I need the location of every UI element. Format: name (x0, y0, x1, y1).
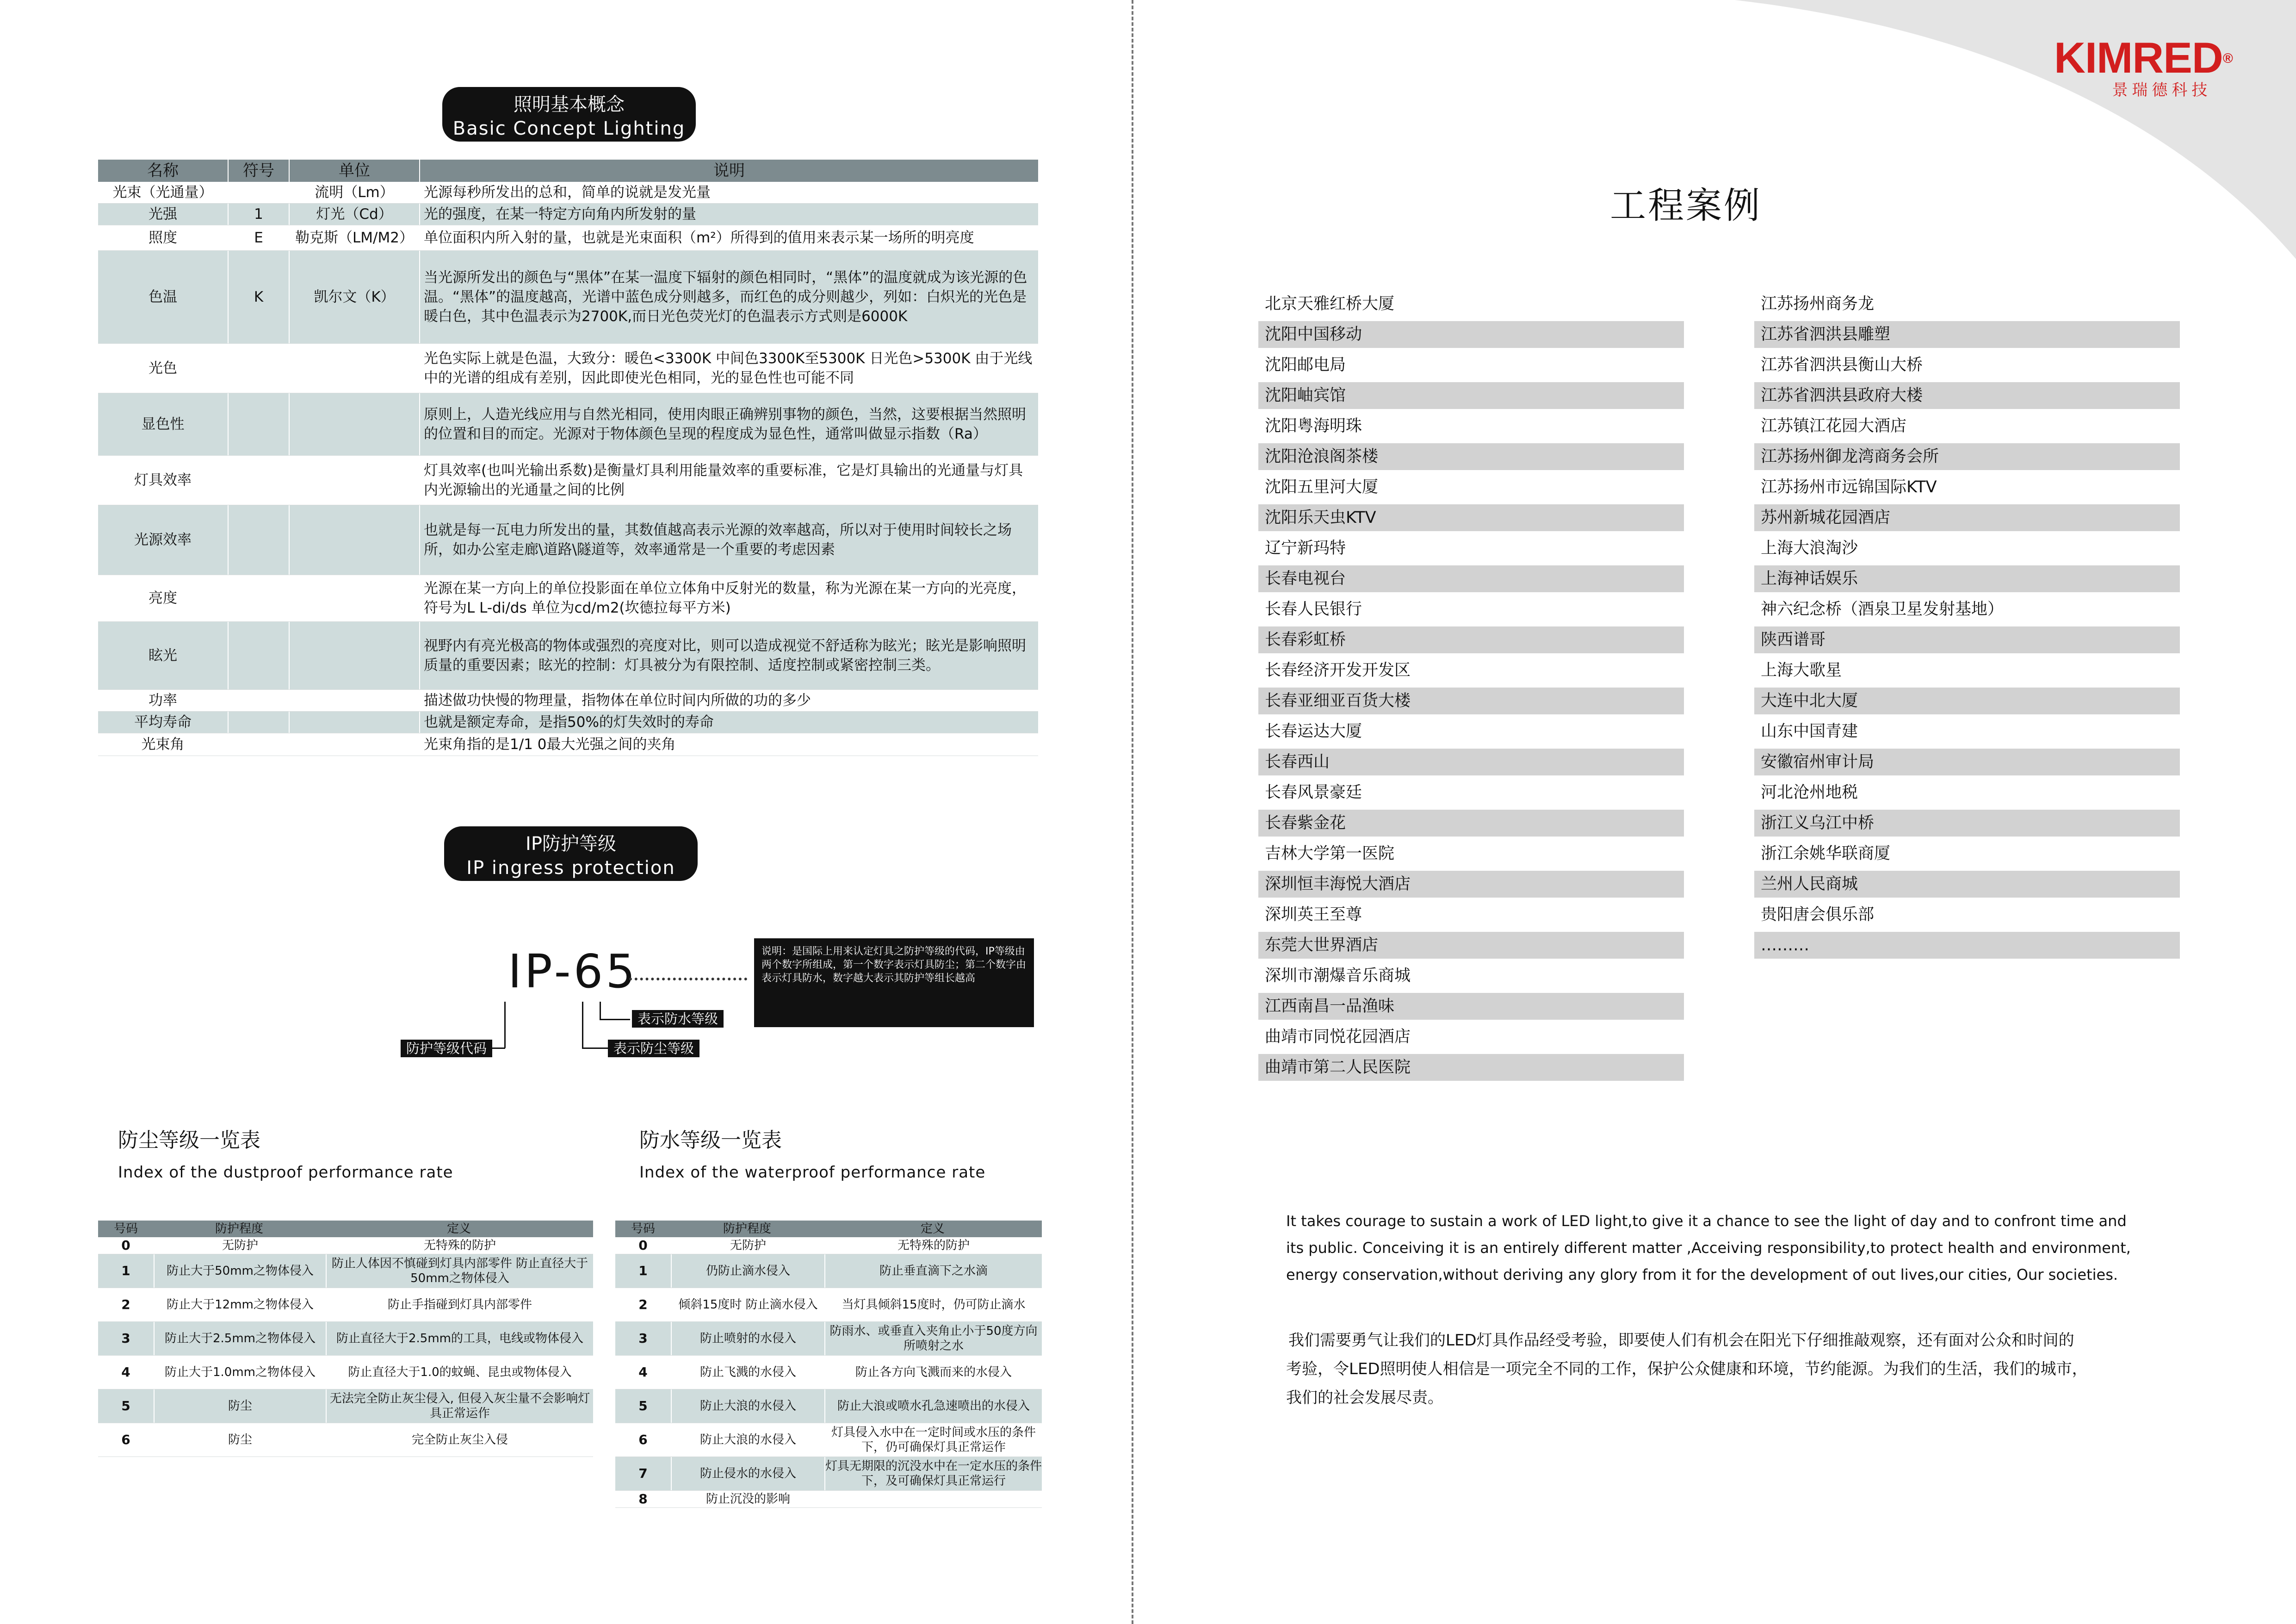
row-definition: 无特殊的防护 (897, 1239, 970, 1252)
row-name: 灯具效率 (98, 456, 229, 505)
row-desc: 光色实际上就是色温，大致分：暖色<3300K 中间色3300K至5300K 日光色>5300K 由于光线中的光谱的组成有差别，因此即使光色相同，光的显色性也可能不同 (424, 350, 1033, 386)
connector (600, 1002, 601, 1019)
project-item: 东莞大世界酒店 (1258, 932, 1684, 959)
row-definition: 无法完全防止灰尘侵入, 但侵入灰尘量不会影响灯具正常运作 (329, 1392, 590, 1420)
protect-code-tag: 防护等级代码 (401, 1040, 492, 1057)
water-title: 防水等级一览表 (639, 1128, 782, 1152)
row-desc: 也就是额定寿命，是指50%的灯失效时的寿命 (424, 714, 714, 731)
company-logo (2054, 35, 2233, 99)
row-definition: 防雨水、或垂直入夹角止小于50度方向所喷射之水 (829, 1324, 1038, 1353)
row-definition: 完全防止灰尘入侵 (411, 1433, 508, 1447)
table-row (98, 712, 1038, 733)
row-unit (290, 712, 420, 733)
project-item: 曲靖市同悦花园酒店 (1265, 1028, 1411, 1046)
row-desc: 光源每秒所发出的总和，简单的说就是发光量 (424, 184, 711, 201)
row-definition: 灯具侵入水中在一定时间或水压的条件下，仍可确保灯具正常运作 (831, 1426, 1036, 1454)
connector (582, 1002, 583, 1048)
row-symbol (229, 690, 290, 711)
concept-table-header (98, 160, 1038, 182)
connector (504, 1002, 506, 1048)
row-definition: 防止直径大于1.0的蚊蝇、昆虫或物体侵入 (348, 1365, 572, 1379)
table-row (615, 1423, 1042, 1457)
row-degree: 防尘 (155, 1423, 327, 1457)
row-number: 6 (98, 1423, 155, 1457)
water-header-degree: 防护程度 (723, 1222, 771, 1236)
row-symbol (229, 505, 290, 575)
project-item: 江西南昌一品渔味 (1258, 993, 1684, 1020)
row-desc: 描述做功快慢的物理量，指物体在单位时间内所做的功的多少 (424, 692, 811, 709)
table-row (98, 1254, 593, 1288)
row-name: 色温 (98, 251, 229, 343)
row-degree: 防止飞溅的水侵入 (672, 1356, 825, 1389)
row-name: 显色性 (98, 393, 229, 455)
water-header-no: 号码 (631, 1222, 655, 1236)
project-item: 长春电视台 (1258, 565, 1684, 592)
row-symbol (229, 344, 290, 393)
row-unit: 凯尔文（K） (290, 251, 420, 343)
table-row (615, 1254, 1042, 1288)
project-item: 浙江义乌江中桥 (1754, 810, 2180, 837)
row-definition: 防止直径大于2.5mm的工具，电线或物体侵入 (336, 1332, 583, 1345)
table-row (98, 575, 1038, 622)
row-number: 8 (615, 1491, 672, 1507)
row-name: 光色 (98, 344, 229, 393)
project-item: 长春风景豪廷 (1265, 783, 1362, 802)
project-item: 兰州人民商城 (1754, 871, 2180, 898)
row-desc: 也就是每一瓦电力所发出的量，其数值越高表示光源的效率越高，所以对于使用时间较长之场所，如办公室走廊\道路\隧道等，效率通常是一个重要的考虑因素 (424, 522, 1012, 558)
table-row (98, 690, 1038, 712)
project-item: 辽宁新玛特 (1265, 539, 1346, 558)
row-degree: 防止沉没的影响 (672, 1491, 825, 1507)
row-degree: 防尘 (155, 1389, 327, 1423)
project-item: 长春亚细亚百货大楼 (1258, 688, 1684, 714)
project-item: 上海大浪淘沙 (1761, 539, 1858, 558)
table-row (98, 456, 1038, 505)
row-number: 1 (615, 1254, 672, 1288)
row-desc: 光的强度，在某一特定方向角内所发射的量 (424, 206, 696, 223)
row-symbol (229, 622, 290, 689)
dust-header-degree: 防护程度 (215, 1222, 263, 1236)
row-definition (825, 1491, 1042, 1507)
connector (582, 1048, 608, 1049)
header-desc: 说明 (713, 161, 745, 180)
project-item: 上海神话娱乐 (1754, 565, 2180, 592)
project-item: 陕西谱哥 (1754, 626, 2180, 653)
row-unit (290, 690, 420, 711)
row-unit (290, 456, 420, 505)
row-number: 2 (98, 1288, 155, 1321)
concept-table (98, 160, 1038, 756)
row-number: 5 (615, 1389, 672, 1423)
row-number: 2 (615, 1288, 672, 1321)
project-item: 江苏扬州市远锦国际KTV (1761, 478, 1937, 496)
dust-subtitle: Index of the dustproof performance rate (118, 1163, 453, 1182)
right-page (1133, 0, 2296, 1624)
water-subtitle: Index of the waterproof performance rate (639, 1163, 986, 1182)
project-item: 江苏省泗洪县政府大楼 (1754, 382, 2180, 409)
row-degree: 防止大于50mm之物体侵入 (155, 1254, 327, 1288)
project-item: 上海大歌星 (1761, 661, 1842, 680)
registered-mark: ® (2222, 51, 2233, 66)
projects-title: 工程案例 (1610, 185, 1762, 227)
project-item: 北京天雅红桥大厦 (1265, 295, 1395, 313)
dust-table (98, 1221, 593, 1457)
row-unit: 灯光（Cd） (290, 204, 420, 225)
table-row (98, 1322, 593, 1356)
project-item: 贵阳唐会俱乐部 (1761, 905, 1875, 924)
dust-table-header (98, 1221, 593, 1237)
row-unit (290, 344, 420, 393)
project-item: 江苏扬州御龙湾商务会所 (1754, 443, 2180, 470)
project-item: 长春彩虹桥 (1258, 626, 1684, 653)
concept-heading (442, 87, 696, 142)
row-degree: 防止大于12mm之物体侵入 (155, 1288, 327, 1321)
table-row (98, 251, 1038, 344)
row-number: 4 (98, 1356, 155, 1389)
row-degree: 防止大浪的水侵入 (672, 1423, 825, 1457)
row-unit (290, 575, 420, 621)
ip-heading-en: IP ingress protection (466, 857, 675, 879)
english-line: energy conservation,without deriving any glory from it for the development of out lives,our cities, Our societies. (1286, 1266, 2118, 1283)
table-row (98, 1288, 593, 1322)
table-row (615, 1389, 1042, 1423)
left-page (0, 0, 1133, 1624)
table-row (98, 733, 1038, 756)
water-header-def: 定义 (920, 1222, 945, 1236)
row-number: 3 (615, 1322, 672, 1355)
project-item: 曲靖市第二人民医院 (1258, 1054, 1684, 1081)
project-item: 江苏镇江花园大酒店 (1761, 417, 1907, 435)
row-degree: 防止喷射的水侵入 (672, 1322, 825, 1355)
projects-list-left (1258, 291, 1684, 1085)
project-item: 吉林大学第一医院 (1265, 844, 1395, 863)
row-desc: 视野内有亮光极高的物体或强烈的亮度对比，则可以造成视觉不舒适称为眩光；眩光是影响照明质量的重要因素；眩光的控制：灯具被分为有限控制、适度控制或紧密控制三类。 (424, 638, 1026, 674)
row-unit (290, 393, 420, 455)
row-degree: 防止大于2.5mm之物体侵入 (155, 1322, 327, 1355)
row-number: 5 (98, 1389, 155, 1423)
row-degree: 防止大于1.0mm之物体侵入 (155, 1356, 327, 1389)
row-symbol: E (229, 225, 290, 250)
table-row (98, 225, 1038, 251)
dust-table-body (98, 1237, 593, 1457)
table-row (615, 1457, 1042, 1491)
english-line: It takes courage to sustain a work of LED light,to give it a chance to see the light of day and to confront time and (1286, 1212, 2127, 1230)
row-symbol: 1 (229, 204, 290, 225)
row-degree: 倾斜15度时 防止滴水侵入 (672, 1288, 825, 1321)
row-name: 光束（光通量） (98, 182, 229, 203)
row-definition: 防止大浪或喷水孔急速喷出的水侵入 (837, 1399, 1030, 1413)
table-row (615, 1237, 1042, 1254)
project-item: 深圳英王至尊 (1265, 905, 1362, 924)
table-row (98, 204, 1038, 225)
row-degree: 防止侵水的水侵入 (672, 1457, 825, 1490)
table-row (98, 1356, 593, 1389)
project-item: 长春运达大厦 (1265, 722, 1362, 741)
row-desc: 当光源所发出的颜色与“黑体”在某一温度下辐射的颜色相同时，“黑体”的温度就成为该光源的色温。“黑体”的温度越高，光谱中蓝色成分则越多，而红色的成分则越少，列如：白炽光的光色是暖白色，其中色温表示为2700K,而日光色荧光灯的色温表示方式则是6000K (424, 269, 1027, 325)
ip-heading-cn: IP防护等级 (526, 833, 616, 855)
row-definition: 当灯具倾斜15度时，仍可防止滴水 (842, 1298, 1026, 1312)
project-item: 长春紫金花 (1258, 810, 1684, 837)
dust-level-tag: 表示防尘等级 (608, 1040, 699, 1057)
table-row (615, 1288, 1042, 1322)
chinese-line: 我们的社会发展尽责。 (1286, 1388, 1443, 1407)
row-unit: 勒克斯（LM/M2） (290, 225, 420, 250)
row-definition: 防止人体因不慎碰到灯具内部零件 防止直径大于50mm之物体侵入 (331, 1257, 588, 1285)
table-row (615, 1356, 1042, 1389)
table-row (98, 622, 1038, 690)
chinese-line: 我们需要勇气让我们的LED灯具作品经受考验，即要使人们有机会在阳光下仔细推敲观察，还有面对公众和时间的 (1288, 1331, 2074, 1350)
table-row (615, 1322, 1042, 1356)
concept-table-body (98, 182, 1038, 756)
water-level-tag: 表示防水等级 (632, 1010, 724, 1028)
row-symbol (229, 182, 290, 203)
project-item: 深圳恒丰海悦大酒店 (1258, 871, 1684, 898)
row-definition: 防止垂直滴下之水滴 (879, 1264, 988, 1278)
project-item: 深圳市潮爆音乐商城 (1265, 967, 1411, 985)
chinese-line: 考验，令LED照明使人相信是一项完全不同的工作，保护公众健康和环境，节约能源。为我们的生活，我们的城市， (1286, 1360, 2088, 1378)
table-row (98, 1237, 593, 1254)
concept-heading-cn: 照明基本概念 (514, 94, 625, 115)
project-item: 山东中国青建 (1761, 722, 1858, 741)
water-table-header (615, 1221, 1042, 1237)
project-item: 神六纪念桥（酒泉卫星发射基地） (1761, 600, 2004, 619)
row-name: 亮度 (98, 575, 229, 621)
row-desc: 单位面积内所入射的量，也就是光束面积（m²）所得到的值用来表示某一场所的明亮度 (424, 229, 974, 246)
project-item: 江苏省泗洪县雕塑 (1754, 321, 2180, 348)
row-name: 光束角 (98, 733, 229, 756)
table-row (98, 1389, 593, 1423)
header-symbol: 符号 (229, 160, 290, 182)
row-number: 0 (98, 1237, 155, 1254)
table-row (98, 182, 1038, 204)
ip-code: IP-65 (508, 944, 638, 998)
row-name: 眩光 (98, 622, 229, 689)
row-name: 功率 (98, 690, 229, 711)
row-degree: 防止大浪的水侵入 (672, 1389, 825, 1423)
project-item: 大连中北大厦 (1754, 688, 2180, 714)
row-name: 平均寿命 (98, 712, 229, 733)
project-item: 长春西山 (1258, 749, 1684, 775)
project-item: 长春经济开发开发区 (1265, 661, 1411, 680)
table-row (98, 393, 1038, 456)
project-item: 安徽宿州审计局 (1754, 749, 2180, 775)
row-definition: 防止各方向飞溅而来的水侵入 (855, 1365, 1012, 1379)
water-table (615, 1221, 1042, 1508)
project-item: 沈阳沧浪阁茶楼 (1258, 443, 1684, 470)
header-name: 名称 (98, 160, 229, 182)
project-item: 沈阳粤海明珠 (1265, 417, 1362, 435)
row-number: 6 (615, 1423, 672, 1457)
project-item: 江苏扬州商务龙 (1761, 295, 1875, 313)
row-number: 3 (98, 1322, 155, 1355)
row-definition: 防止手指碰到灯具内部零件 (387, 1298, 532, 1312)
row-unit: 流明（Lm） (290, 182, 420, 203)
row-name: 照度 (98, 225, 229, 250)
english-line: its public. Conceiving it is an entirely different matter ,Acceiving responsibility,to protect health and environment, (1286, 1239, 2131, 1257)
table-row (98, 505, 1038, 575)
row-unit (290, 733, 420, 756)
project-item: 沈阳五里河大厦 (1265, 478, 1379, 496)
row-desc: 光束角指的是1/1 0最大光强之间的夹角 (424, 736, 676, 753)
project-item: 沈阳乐天虫KTV (1258, 504, 1684, 531)
project-item: 河北沧州地税 (1761, 783, 1858, 802)
ip-note: 说明：是国际上用来认定灯具之防护等级的代码，IP等级由两个数字所组成，第一个数字表示灯具防尘；第二个数字由表示灯具防水，数字越大表示其防护等组长越高 (754, 938, 1034, 1027)
row-name: 光源效率 (98, 505, 229, 575)
table-row (98, 1423, 593, 1457)
project-item: ……… (1754, 932, 2180, 959)
dust-header-no: 号码 (113, 1222, 138, 1236)
row-desc: 灯具效率(也叫光输出系数)是衡量灯具利用能量效率的重要标准，它是灯具输出的光通量与灯具内光源输出的光通量之间的比例 (424, 462, 1023, 498)
row-symbol (229, 733, 290, 756)
project-item: 沈阳中国移动 (1258, 321, 1684, 348)
dust-header-def: 定义 (446, 1222, 471, 1236)
row-degree: 无防护 (155, 1237, 327, 1254)
row-definition: 无特殊的防护 (423, 1239, 496, 1252)
logo-subtitle: 景瑞德科技 (2112, 81, 2212, 99)
table-row (615, 1491, 1042, 1508)
row-number: 4 (615, 1356, 672, 1389)
row-degree: 仍防止滴水侵入 (672, 1254, 825, 1288)
row-symbol (229, 575, 290, 621)
row-desc: 原则上，人造光线应用与自然光相同，使用肉眼正确辨别事物的颜色，当然，这要根据当然照明的位置和目的而定。光源对于物体颜色呈现的程度成为显色性，通常叫做显示指数（Ra） (424, 406, 1026, 442)
projects-list-right (1754, 291, 2180, 962)
project-item: 长春人民银行 (1265, 600, 1362, 619)
row-unit (290, 622, 420, 689)
water-table-body (615, 1237, 1042, 1508)
row-desc: 光源在某一方向上的单位投影面在单位立体角中反射光的数量，称为光源在某一方向的光亮度，符号为L L-di/ds 单位为cd/m2(坎德拉每平方米) (424, 580, 1026, 616)
dust-title: 防尘等级一览表 (118, 1128, 260, 1152)
row-number: 0 (615, 1237, 672, 1254)
row-definition: 灯具无期限的沉没水中在一定水压的条件下，及可确保灯具正常运行 (825, 1459, 1042, 1488)
concept-heading-en: Basic Concept Lighting (452, 118, 686, 139)
project-item: 苏州新城花园酒店 (1754, 504, 2180, 531)
project-item: 江苏省泗洪县衡山大桥 (1761, 356, 1923, 374)
row-number: 1 (98, 1254, 155, 1288)
row-symbol (229, 712, 290, 733)
logo-brand: KIMRED® (2054, 33, 2233, 82)
row-number: 7 (615, 1457, 672, 1490)
ip-heading (444, 826, 698, 881)
row-symbol: K (229, 251, 290, 343)
row-symbol (229, 393, 290, 455)
project-item: 浙江余姚华联商厦 (1761, 844, 1891, 863)
project-item: 沈阳邮电局 (1265, 356, 1346, 374)
header-unit: 单位 (290, 160, 420, 182)
connector (600, 1019, 630, 1020)
row-symbol (229, 456, 290, 505)
project-item: 沈阳岫宾馆 (1258, 382, 1684, 409)
row-degree: 无防护 (672, 1237, 825, 1254)
ip-dotted-leader (629, 978, 747, 980)
row-unit (290, 505, 420, 575)
table-row (98, 344, 1038, 393)
row-name: 光强 (98, 204, 229, 225)
